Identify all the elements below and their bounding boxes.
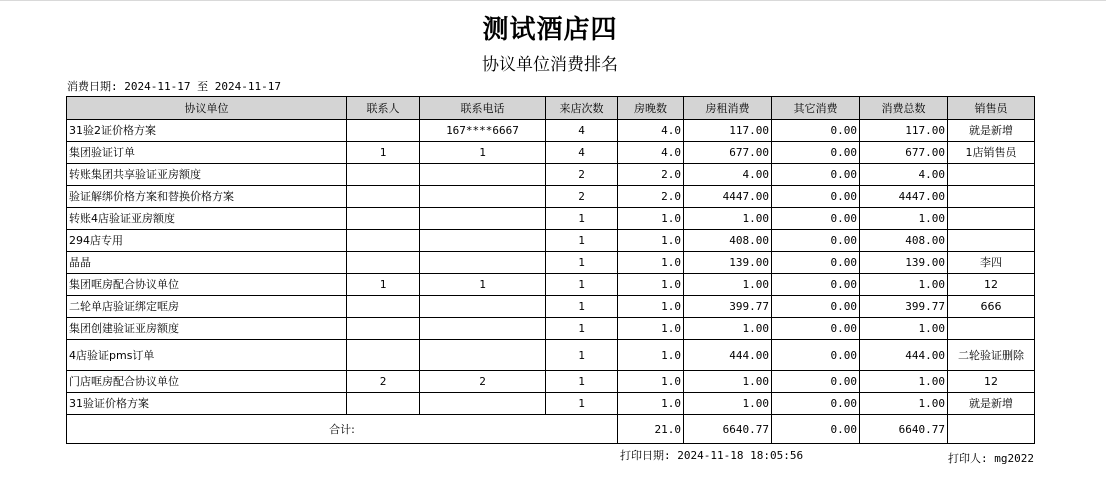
- col-header-nights: 房晚数: [618, 97, 684, 120]
- visits-cell: 1: [546, 393, 618, 415]
- total-spend-cell: 677.00: [860, 142, 948, 164]
- total-spend-cell: 117.00: [860, 120, 948, 142]
- room-spend-cell: 1.00: [684, 208, 772, 230]
- visits-cell: 2: [546, 164, 618, 186]
- contact-cell: [347, 393, 420, 415]
- visits-cell: 1: [546, 252, 618, 274]
- other-spend-cell: 0.00: [772, 164, 860, 186]
- nights-cell: 4.0: [618, 120, 684, 142]
- table-row: [67, 164, 1035, 186]
- total-spend-cell: 1.00: [860, 371, 948, 393]
- table-row: [67, 371, 1035, 393]
- col-header-total-spend: 消费总数: [860, 97, 948, 120]
- total-spend-cell: 4.00: [860, 164, 948, 186]
- salesperson-cell: [948, 186, 1035, 208]
- unit-cell: 4店验证pms订单: [67, 340, 347, 371]
- room-spend-cell: 444.00: [684, 340, 772, 371]
- total-spend-cell: 4447.00: [860, 186, 948, 208]
- other-spend-cell: 0.00: [772, 296, 860, 318]
- contact-cell: [347, 230, 420, 252]
- contact-cell: [347, 296, 420, 318]
- salesperson-cell: 就是新增: [948, 120, 1035, 142]
- total-spend-cell: 444.00: [860, 340, 948, 371]
- contact-cell: [347, 340, 420, 371]
- total-spend-cell: 139.00: [860, 252, 948, 274]
- visits-cell: 1: [546, 208, 618, 230]
- unit-cell: 31验2证价格方案: [67, 120, 347, 142]
- phone-cell: [420, 230, 546, 252]
- salesperson-cell: [948, 164, 1035, 186]
- nights-cell: 1.0: [618, 296, 684, 318]
- visits-cell: 1: [546, 274, 618, 296]
- room-spend-cell: 139.00: [684, 252, 772, 274]
- report-subtitle: 协议单位消费排名: [482, 55, 618, 75]
- nights-cell: 1.0: [618, 393, 684, 415]
- total-spend-cell: 1.00: [860, 208, 948, 230]
- nights-cell: 1.0: [618, 274, 684, 296]
- salesperson-cell: 李四: [948, 252, 1035, 274]
- visits-cell: 1: [546, 318, 618, 340]
- nights-cell: 1.0: [618, 230, 684, 252]
- unit-cell: 集团创建验证亚房额度: [67, 318, 347, 340]
- nights-cell: 2.0: [618, 186, 684, 208]
- contact-cell: 1: [347, 274, 420, 296]
- contact-cell: 2: [347, 371, 420, 393]
- room-spend-cell: 1.00: [684, 371, 772, 393]
- room-spend-cell: 408.00: [684, 230, 772, 252]
- total-spend: 6640.77: [860, 415, 948, 444]
- total-spend-cell: 408.00: [860, 230, 948, 252]
- salesperson-cell: 12: [948, 371, 1035, 393]
- unit-cell: 集团验证订单: [67, 142, 347, 164]
- other-spend-cell: 0.00: [772, 120, 860, 142]
- room-spend-cell: 399.77: [684, 296, 772, 318]
- phone-cell: [420, 296, 546, 318]
- total-salesperson-cell: [948, 415, 1035, 444]
- table-row: [67, 318, 1035, 340]
- total-spend-cell: 1.00: [860, 393, 948, 415]
- visits-cell: 1: [546, 296, 618, 318]
- other-spend-cell: 0.00: [772, 371, 860, 393]
- other-spend-cell: 0.00: [772, 340, 860, 371]
- nights-cell: 4.0: [618, 142, 684, 164]
- nights-cell: 1.0: [618, 340, 684, 371]
- phone-cell: 1: [420, 142, 546, 164]
- unit-cell: 晶晶: [67, 252, 347, 274]
- contact-cell: [347, 120, 420, 142]
- table-row: [67, 142, 1035, 164]
- other-spend-cell: 0.00: [772, 318, 860, 340]
- col-header-unit: 协议单位: [67, 97, 347, 120]
- printer-name: 打印人: mg2022: [948, 452, 1034, 465]
- other-spend-cell: 0.00: [772, 393, 860, 415]
- phone-cell: 1: [420, 274, 546, 296]
- other-spend-cell: 0.00: [772, 208, 860, 230]
- room-spend-cell: 1.00: [684, 318, 772, 340]
- other-spend-cell: 0.00: [772, 252, 860, 274]
- phone-cell: [420, 164, 546, 186]
- unit-cell: 二轮单店验证绑定哐房: [67, 296, 347, 318]
- visits-cell: 1: [546, 230, 618, 252]
- salesperson-cell: 二轮验证删除: [948, 340, 1035, 371]
- contact-cell: [347, 164, 420, 186]
- visits-cell: 1: [546, 371, 618, 393]
- contact-cell: [347, 186, 420, 208]
- contact-cell: 1: [347, 142, 420, 164]
- total-spend-cell: 399.77: [860, 296, 948, 318]
- room-spend-cell: 677.00: [684, 142, 772, 164]
- room-spend-cell: 4447.00: [684, 186, 772, 208]
- nights-cell: 1.0: [618, 371, 684, 393]
- table-row: [67, 274, 1035, 296]
- total-spend-cell: 1.00: [860, 274, 948, 296]
- room-spend-cell: 4.00: [684, 164, 772, 186]
- phone-cell: [420, 252, 546, 274]
- phone-cell: [420, 318, 546, 340]
- table-row: [67, 186, 1035, 208]
- contact-cell: [347, 318, 420, 340]
- room-spend-cell: 117.00: [684, 120, 772, 142]
- visits-cell: 2: [546, 186, 618, 208]
- nights-cell: 1.0: [618, 318, 684, 340]
- nights-cell: 1.0: [618, 208, 684, 230]
- col-header-phone: 联系电话: [420, 97, 546, 120]
- contact-cell: [347, 208, 420, 230]
- salesperson-cell: [948, 318, 1035, 340]
- col-header-other-spend: 其它消费: [772, 97, 860, 120]
- salesperson-cell: 就是新增: [948, 393, 1035, 415]
- phone-cell: [420, 186, 546, 208]
- salesperson-cell: [948, 230, 1035, 252]
- phone-cell: 2: [420, 371, 546, 393]
- unit-cell: 门店哐房配合协议单位: [67, 371, 347, 393]
- unit-cell: 31验证价格方案: [67, 393, 347, 415]
- print-date: 打印日期: 2024-11-18 18:05:56: [620, 449, 804, 462]
- room-spend-cell: 1.00: [684, 274, 772, 296]
- unit-cell: 转账4店验证亚房额度: [67, 208, 347, 230]
- unit-cell: 验证解绑价格方案和替换价格方案: [67, 186, 347, 208]
- phone-cell: [420, 393, 546, 415]
- total-other-spend: 0.00: [772, 415, 860, 444]
- nights-cell: 2.0: [618, 164, 684, 186]
- contact-cell: [347, 252, 420, 274]
- table-header-row: [67, 97, 1035, 120]
- consumption-date-range: 消费日期: 2024-11-17 至 2024-11-17: [67, 80, 281, 93]
- salesperson-cell: 1店销售员: [948, 142, 1035, 164]
- other-spend-cell: 0.00: [772, 230, 860, 252]
- visits-cell: 1: [546, 340, 618, 371]
- visits-cell: 4: [546, 142, 618, 164]
- top-divider: [0, 0, 1106, 1]
- ranking-table: [66, 96, 1035, 444]
- visits-cell: 4: [546, 120, 618, 142]
- other-spend-cell: 0.00: [772, 142, 860, 164]
- total-spend-cell: 1.00: [860, 318, 948, 340]
- phone-cell: [420, 208, 546, 230]
- phone-cell: 167****6667: [420, 120, 546, 142]
- nights-cell: 1.0: [618, 252, 684, 274]
- hotel-title: 测试酒店四: [482, 15, 618, 45]
- room-spend-cell: 1.00: [684, 393, 772, 415]
- table-row: [67, 393, 1035, 415]
- salesperson-cell: [948, 208, 1035, 230]
- table-row: [67, 208, 1035, 230]
- total-label: 合计:: [67, 415, 618, 444]
- table-row: [67, 230, 1035, 252]
- total-nights: 21.0: [618, 415, 684, 444]
- total-room-spend: 6640.77: [684, 415, 772, 444]
- total-row: [67, 415, 1035, 444]
- unit-cell: 集团哐房配合协议单位: [67, 274, 347, 296]
- col-header-visits: 来店次数: [546, 97, 618, 120]
- col-header-salesperson: 销售员: [948, 97, 1035, 120]
- phone-cell: [420, 340, 546, 371]
- unit-cell: 294店专用: [67, 230, 347, 252]
- table-row: [67, 296, 1035, 318]
- table-row: [67, 252, 1035, 274]
- table-row: [67, 120, 1035, 142]
- other-spend-cell: 0.00: [772, 186, 860, 208]
- col-header-room-spend: 房租消费: [684, 97, 772, 120]
- col-header-contact: 联系人: [347, 97, 420, 120]
- salesperson-cell: 12: [948, 274, 1035, 296]
- other-spend-cell: 0.00: [772, 274, 860, 296]
- salesperson-cell: 666: [948, 296, 1035, 318]
- unit-cell: 转账集团共享验证亚房额度: [67, 164, 347, 186]
- table-row: [67, 340, 1035, 371]
